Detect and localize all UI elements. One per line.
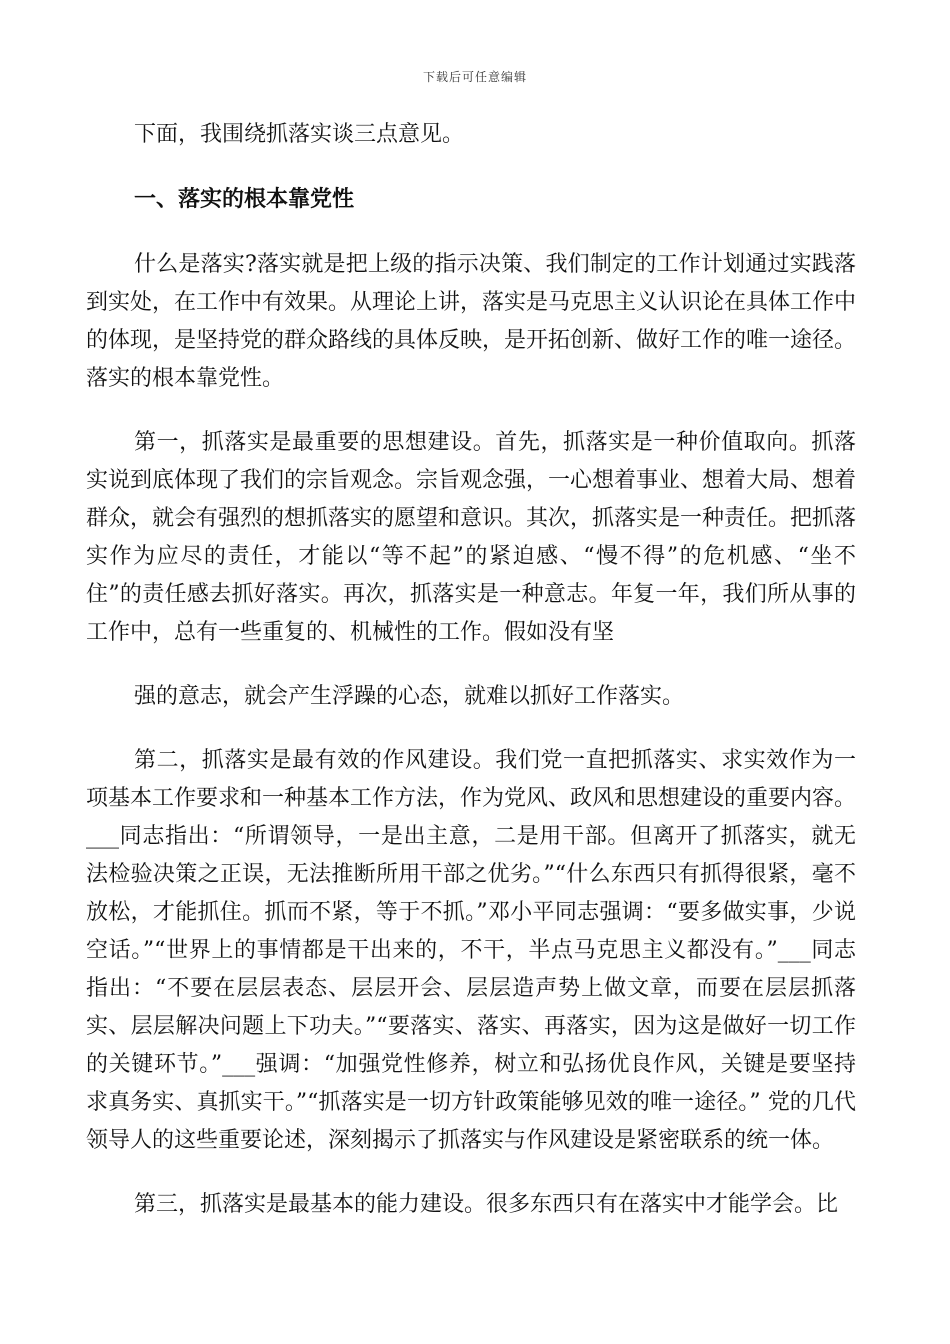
paragraph-first-point: 第一，抓落实是最重要的思想建设。首先，抓落实是一种价值取向。抓落实说到底体现了我们的宗旨观念。宗旨观念强，一心想着事业、想着大局、想着群众，就会有强烈的想抓落实的愿望和意识。其次，抓落实是一种责任。把抓落实作为应尽的责任，才能以“等不起”的紧迫感、“慢不得”的危机感、“坐不住”的责任感去抓好落实。再次，抓落实是一种意志。年复一年，我们所从事的工作中，总有一些重复的、机械性的工作。假如没有坚: [86, 430, 857, 645]
paragraph-second-point: 第二，抓落实是最有效的作风建设。我们党一直把抓落实、求实效作为一项基本工作要求和一种基本工作方法，作为党风、政风和思想建设的重要内容。___同志指出：“所谓领导，一是出主意，二是用干部。但离开了抓落实，就无法检验决策之正误，无法推断所用干部之优劣。”“什么东西只有抓得很紧，毫不放松，才能抓住。抓而不紧，等于不抓。”邓小平同志强调：“要多做实事，少说空话。”“世界上的事情都是干出来的，不干，半点马克思主义都没有。”___同志指出：“不要在层层表态、层层开会、层层造声势上做文章，而要在层层抓落实、层层解决问题上下功夫。”“要落实、落实、再落实，因为这是做好一切工作的关键环节。”___强调：“加强党性修养，树立和弘扬优良作风，关键是要坚持求真务实、真抓实干。”“抓落实是一切方针政策能够见效的唯一途径。” 党的几代领导人的这些重要论述，深刻揭示了抓落实与作风建设是紧密联系的统一体。: [86, 748, 857, 1153]
intro-paragraph: 下面，我围绕抓落实谈三点意见。: [134, 122, 465, 147]
document-body: [86, 116, 856, 1224]
header-note: 下载后可任意编辑: [422, 70, 527, 84]
paragraph-definition: 什么是落实?落实就是把上级的指示决策、我们制定的工作计划通过实践落到实处，在工作中有效果。从理论上讲，落实是马克思主义认识论在具体工作中的体现，是坚持党的群众路线的具体反映，是开拓创新、做好工作的唯一途径。落实的根本靠党性。: [86, 252, 857, 391]
paragraph-third-point: 第三，抓落实是最基本的能力建设。很多东西只有在落实中才能学会。比: [134, 1192, 839, 1217]
section-heading: 一、落实的根本靠党性: [134, 186, 355, 212]
paragraph-continuation: 强的意志，就会产生浮躁的心态，就难以抓好工作落实。: [134, 684, 685, 709]
